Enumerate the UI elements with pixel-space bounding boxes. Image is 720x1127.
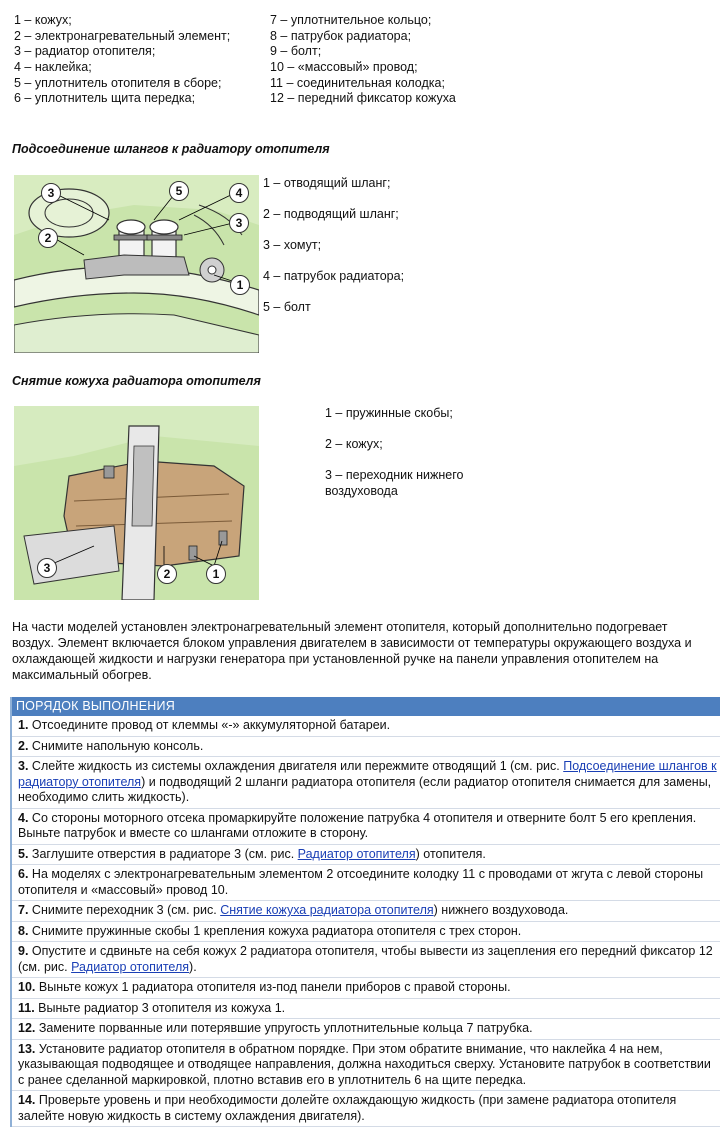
legend-item: 3 – переходник нижнего воздуховода <box>325 468 464 498</box>
legend-item: 1 – кожух; <box>14 13 72 27</box>
hoses-figure <box>14 175 259 353</box>
step-number: 13. <box>18 1041 36 1056</box>
callout-1: 1 <box>230 275 250 295</box>
step-number: 8. <box>18 923 29 938</box>
cover-legend <box>325 406 495 499</box>
procedure-step <box>12 922 720 943</box>
callout-4: 4 <box>229 183 249 203</box>
step-number: 10. <box>18 980 36 994</box>
legend-item: 9 – болт; <box>270 44 322 59</box>
legend-item: 3 – радиатор отопителя; <box>14 44 156 59</box>
callout-3: 3 <box>41 183 61 203</box>
step-text: ) отопителя. <box>415 846 486 861</box>
step-text: Замените порванные или потерявшие упругость уплотнительные кольца 7 патрубка. <box>38 1021 533 1035</box>
procedure-step <box>12 865 720 901</box>
legend-item: 2 – подводящий шланг; <box>263 207 399 221</box>
legend-item: 11 – соединительная колодка; <box>270 75 445 90</box>
legend-item: 3 – хомут; <box>263 238 322 252</box>
description-paragraph: На части моделей установлен электронагревательный элемент отопителя, который дополнительно подогревает воздух. Элемент включается блоком управления двигателем в зависимости от температуры окружающего воздуха и охлаждающей жидкости и нагрузки генератора при установленной ручке на панели управления отопителем на максимальный обогрев. <box>12 620 692 682</box>
legend-item: 6 – уплотнитель щита передка; <box>14 91 196 106</box>
legend-item: 5 – уплотнитель отопителя в сборе; <box>14 75 222 90</box>
step-number: 2. <box>18 738 29 753</box>
procedure-step <box>12 845 720 866</box>
procedure-header: ПОРЯДОК ВЫПОЛНЕНИЯ <box>12 697 720 716</box>
procedure-step <box>12 1040 720 1092</box>
hoses-legend <box>263 176 404 331</box>
step-text: ) и подводящий 2 шланги радиатора отопителя (если радиатор отопителя снимается для замены, необходимо слить жидкость). <box>18 774 712 804</box>
step-number: 5. <box>18 846 29 861</box>
legend-item: 1 – отводящий шланг; <box>263 176 391 190</box>
step-number: 6. <box>18 867 29 881</box>
legend-item: 5 – болт <box>263 300 311 314</box>
procedure-step <box>12 942 720 978</box>
procedure-step <box>12 1019 720 1040</box>
legend-item: 12 – передний фиксатор кожуха <box>270 91 456 106</box>
callout-1: 1 <box>206 564 226 584</box>
callout-3: 3 <box>37 558 57 578</box>
procedure-step <box>12 757 720 809</box>
step-number: 3. <box>18 759 29 773</box>
step-number: 12. <box>18 1021 36 1035</box>
procedure-step <box>12 901 720 922</box>
callout-3: 3 <box>229 213 249 233</box>
procedure-step <box>12 978 720 999</box>
legend-item: 8 – патрубок радиатора; <box>270 28 412 43</box>
legend-item: 1 – пружинные скобы; <box>325 406 453 420</box>
step-text: Снимите переходник 3 (см. рис. <box>31 903 221 917</box>
step-number: 7. <box>18 903 29 917</box>
figure-link[interactable]: Радиатор отопителя <box>71 959 190 974</box>
step-text: Снимите напольную консоль. <box>31 738 204 753</box>
callout-5: 5 <box>169 181 189 201</box>
figure-link[interactable]: Подсоединение шлангов к радиатору отопителя <box>18 759 717 789</box>
figure-link[interactable]: Снятие кожуха радиатора отопителя <box>220 903 434 917</box>
step-text: Отсоедините провод от клеммы «-» аккумуляторной батареи. <box>31 718 391 732</box>
procedure-step <box>12 737 720 758</box>
procedure-step <box>12 716 720 737</box>
step-number: 11. <box>18 1000 35 1015</box>
step-number: 1. <box>18 718 29 732</box>
legend-item: 4 – наклейка; <box>14 60 92 75</box>
legend-item: 2 – кожух; <box>325 437 383 451</box>
callout-2: 2 <box>157 564 177 584</box>
procedure-list <box>12 716 720 1127</box>
cover-figure <box>14 406 259 600</box>
step-number: 4. <box>18 810 29 825</box>
step-text: Установите радиатор отопителя в обратном порядке. При этом обратите внимание, что наклейка 4 на нем, указывающая подводящее и отводящее направления, должна находиться сверху. Установите патрубок в соответствии с ранее сделанной маркировкой, плотно вставив его в уплотнитель 6 на щите передка. <box>18 1041 711 1087</box>
step-text: Со стороны моторного отсека промаркируйте положение патрубка 4 отопителя и отверните болт 5 его крепления. Выньте патрубок и вместе со шлангами отложите в сторону. <box>18 810 697 840</box>
parts-legend-left <box>14 13 264 107</box>
step-text: Снимите пружинные скобы 1 крепления кожуха радиатора отопителя с трех сторон. <box>31 923 522 938</box>
figure-link[interactable]: Радиатор отопителя <box>297 846 416 861</box>
step-text: Слейте жидкость из системы охлаждения двигателя или пережмите отводящий 1 (см. рис. <box>31 759 564 773</box>
section-title-cover: Снятие кожуха радиатора отопителя <box>12 374 261 388</box>
legend-item: 7 – уплотнительное кольцо; <box>270 13 432 27</box>
procedure-step <box>12 1091 720 1127</box>
legend-item: 2 – электронагревательный элемент; <box>14 28 231 43</box>
legend-item: 10 – «массовый» провод; <box>270 60 418 75</box>
step-text: Заглушите отверстия в радиаторе 3 (см. рис. <box>31 846 298 861</box>
step-text: ) нижнего воздуховода. <box>433 903 569 917</box>
step-number: 9. <box>18 944 29 958</box>
procedure-step <box>12 999 720 1020</box>
step-text: На моделях с электронагревательным элементом 2 отсоедините колодку 11 с проводами от жгута с левой стороны отопителя и «массовый» провод 10. <box>18 867 704 897</box>
step-text: Выньте радиатор 3 отопителя из кожуха 1. <box>38 1000 286 1015</box>
procedure-box <box>10 697 720 1127</box>
step-number: 14. <box>18 1093 36 1107</box>
section-title-hoses: Подсоединение шлангов к радиатору отопителя <box>12 142 330 156</box>
step-text: ). <box>189 959 197 974</box>
parts-legend-right <box>270 13 470 107</box>
step-text: Выньте кожух 1 радиатора отопителя из-под панели приборов с правой стороны. <box>38 980 511 994</box>
procedure-step <box>12 809 720 845</box>
step-text: Проверьте уровень и при необходимости долейте охлаждающую жидкость (при замене радиатора отопителя залейте новую жидкость в систему охлаждения двигателя). <box>18 1093 677 1123</box>
step-text: Опустите и сдвиньте на себя кожух 2 радиатора отопителя, чтобы вывести из зацепления его передний фиксатор 12 (см. рис. <box>18 944 713 974</box>
callout-2: 2 <box>38 228 58 248</box>
legend-item: 4 – патрубок радиатора; <box>263 269 405 283</box>
